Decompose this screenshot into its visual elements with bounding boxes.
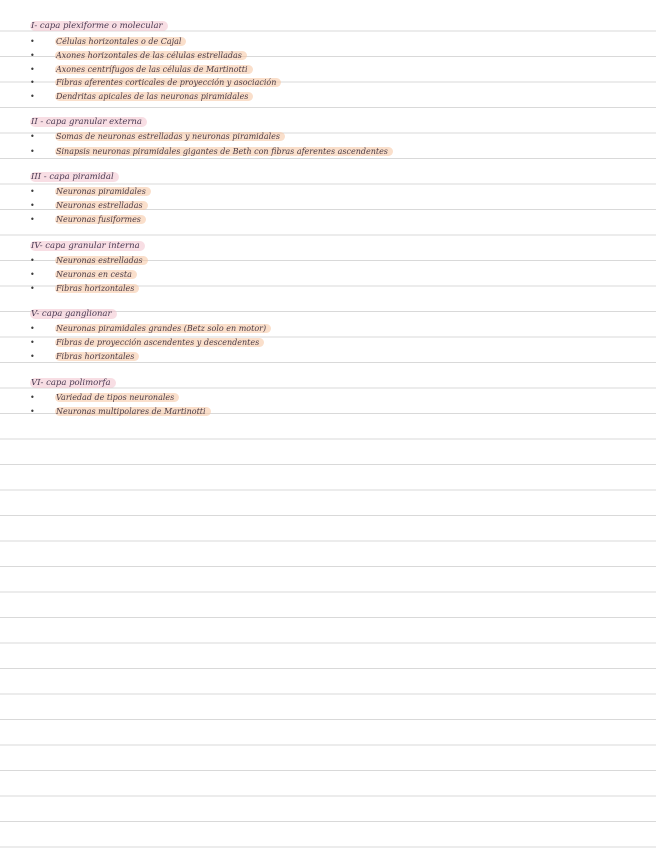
- bullet-icon: •: [30, 284, 35, 293]
- list-item: [30, 392, 179, 403]
- section-heading-3: [30, 172, 119, 183]
- bullet-icon: •: [30, 37, 35, 46]
- list-item-text: Fibras horizontales: [55, 352, 139, 361]
- list-item: [30, 50, 247, 61]
- list-item-text: Somas de neuronas estrelladas y neuronas piramidales: [55, 132, 285, 141]
- list-item-text: Axones horizontales de las células estrelladas: [55, 51, 247, 60]
- list-item-text: Sinapsis neuronas piramidales gigantes de Beth con fibras aferentes ascendentes: [55, 147, 393, 156]
- list-item: [30, 36, 186, 47]
- list-item: [30, 146, 393, 157]
- heading-text: III - capa piramidal: [30, 172, 119, 182]
- bullet-icon: •: [30, 270, 35, 279]
- bullet-icon: •: [30, 65, 35, 74]
- bullet-icon: •: [30, 338, 35, 347]
- list-item-text: Neuronas en cesta: [55, 270, 137, 279]
- list-item-text: Dendritas apicales de las neuronas piramidales: [55, 92, 253, 101]
- bullet-icon: •: [30, 201, 35, 210]
- list-item-text: Axones centrífugos de las células de Martinotti: [55, 65, 253, 74]
- bullet-icon: •: [30, 147, 35, 156]
- list-item: [30, 337, 264, 348]
- heading-text: VI- capa polimorfa: [30, 378, 116, 388]
- list-item-text: Fibras de proyección ascendentes y descendentes: [55, 338, 264, 347]
- list-item: [30, 323, 271, 334]
- bullet-icon: •: [30, 352, 35, 361]
- heading-text: II - capa granular externa: [30, 117, 147, 127]
- list-item: [30, 200, 148, 211]
- list-item: [30, 64, 253, 75]
- section-heading-6: [30, 378, 116, 389]
- list-item-text: Fibras horizontales: [55, 284, 139, 293]
- section-heading-2: [30, 117, 147, 128]
- bullet-icon: •: [30, 324, 35, 333]
- heading-text: I- capa plexiforme o molecular: [30, 21, 168, 31]
- bullet-icon: •: [30, 92, 35, 101]
- list-item: [30, 406, 211, 417]
- list-item: [30, 351, 139, 362]
- section-heading-5: [30, 309, 117, 320]
- bullet-icon: •: [30, 51, 35, 60]
- bullet-icon: •: [30, 215, 35, 224]
- bullet-icon: •: [30, 132, 35, 141]
- bullet-icon: •: [30, 187, 35, 196]
- bullet-icon: •: [30, 256, 35, 265]
- list-item-text: Neuronas multipolares de Martinotti: [55, 407, 211, 416]
- list-item-text: Células horizontales o de Cajal: [55, 37, 186, 46]
- list-item: [30, 283, 139, 294]
- list-item: [30, 131, 285, 142]
- section-heading-4: [30, 241, 145, 252]
- section-heading-1: [30, 21, 168, 32]
- list-item: [30, 214, 146, 225]
- list-item-text: Fibras aferentes corticales de proyección y asociación: [55, 78, 281, 87]
- bullet-icon: •: [30, 78, 35, 87]
- list-item-text: Variedad de tipos neuronales: [55, 393, 179, 402]
- heading-text: IV- capa granular interna: [30, 241, 145, 251]
- list-item-text: Neuronas estrelladas: [55, 256, 148, 265]
- list-item: [30, 77, 281, 88]
- list-item: [30, 269, 137, 280]
- list-item: [30, 91, 253, 102]
- bullet-icon: •: [30, 407, 35, 416]
- list-item-text: Neuronas fusiformes: [55, 215, 146, 224]
- heading-text: V- capa ganglionar: [30, 309, 117, 319]
- list-item-text: Neuronas estrelladas: [55, 201, 148, 210]
- list-item-text: Neuronas piramidales grandes (Betz solo en motor): [55, 324, 271, 333]
- list-item: [30, 255, 148, 266]
- list-item: [30, 186, 151, 197]
- list-item-text: Neuronas piramidales: [55, 187, 151, 196]
- bullet-icon: •: [30, 393, 35, 402]
